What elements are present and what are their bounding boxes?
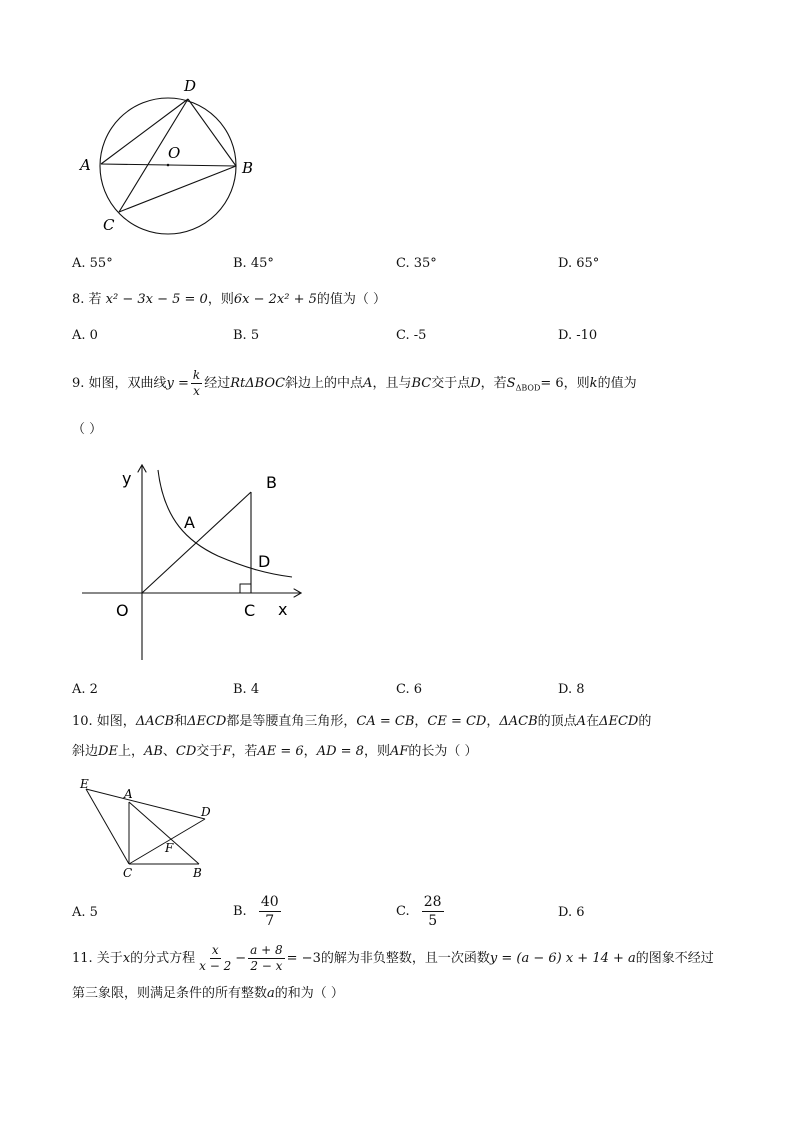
- q11-x: x: [122, 951, 131, 966]
- q10-text: 的顶点: [537, 714, 577, 729]
- q10-text: ，若: [231, 744, 258, 759]
- circle-figure: [70, 70, 270, 240]
- q10-option-c[interactable]: [396, 893, 446, 930]
- hyperbola-figure: [78, 460, 308, 665]
- frac-num: 28: [423, 894, 442, 910]
- q10-point-a: A: [576, 714, 587, 729]
- question-10-line1: [72, 712, 651, 732]
- q9-part2: 斜边上的中点: [285, 376, 364, 391]
- right-angle-mark: [240, 584, 251, 593]
- q10-option-b[interactable]: [233, 893, 283, 930]
- q10-f: F: [222, 744, 232, 759]
- chord-cb: [119, 166, 236, 212]
- q8-option-b[interactable]: B. 5: [233, 328, 260, 343]
- line-ob: [142, 492, 251, 593]
- q10-text: 斜边: [72, 744, 99, 759]
- q8-expression: 6x − 2x² + 5: [233, 292, 317, 307]
- seg-ed: [86, 789, 205, 819]
- q9-paren: （ ）: [72, 422, 103, 437]
- q10-eq1: CA = CB: [356, 714, 415, 729]
- q10-option-c-label: C.: [396, 904, 410, 919]
- question-11-line1: [72, 943, 714, 974]
- q9-option-d[interactable]: D. 8: [558, 682, 585, 697]
- q8-suffix: 的值为（ ）: [316, 292, 387, 307]
- q10-de: DE: [98, 744, 118, 759]
- q11-func: y = (a − 6) x + 14 + a: [489, 951, 636, 966]
- label-x: x: [278, 600, 288, 619]
- q9-part1: 经过: [204, 376, 231, 391]
- q10-text: 都是等腰直角三角形，: [226, 714, 357, 729]
- q8-equation: x² − 3x − 5 = 0: [105, 292, 208, 307]
- seg-ab: [129, 802, 199, 864]
- frac-den: 2 − x: [250, 959, 283, 973]
- label-b: B: [242, 159, 254, 177]
- q11-text: 11. 关于: [72, 951, 123, 966]
- q10-ab: AB: [143, 744, 163, 759]
- label-a: A: [124, 787, 133, 801]
- q10-text: 在: [586, 714, 600, 729]
- frac-den: 5: [428, 913, 438, 929]
- label-d: D: [184, 77, 197, 95]
- label-o: O: [168, 144, 181, 162]
- q9-kvar: k: [589, 376, 598, 391]
- q9-option-c[interactable]: C. 6: [396, 682, 423, 697]
- q9-triangle: RtΔBOC: [230, 376, 286, 391]
- label-c: C: [244, 601, 256, 620]
- q9-part5: ，若: [480, 376, 507, 391]
- q7-option-d[interactable]: D. 65°: [558, 256, 600, 271]
- q9-option-a[interactable]: A. 2: [72, 682, 98, 697]
- q10-text: 的: [638, 714, 652, 729]
- q9-area-val: = 6: [540, 376, 564, 391]
- label-d: D: [258, 552, 271, 571]
- q10-option-c-fraction: [422, 893, 444, 930]
- q10-option-b-fraction: [259, 893, 281, 930]
- q7-option-a[interactable]: A. 55°: [72, 256, 113, 271]
- q9-area-sub: ΔBOD: [515, 383, 541, 393]
- q9-frac-den: x: [193, 384, 200, 398]
- q10-text: ，: [486, 714, 500, 729]
- q8-option-d[interactable]: D. -10: [558, 328, 598, 343]
- q11-fraction-1: [197, 943, 233, 974]
- q10-text: 交于: [196, 744, 223, 759]
- q10-text: 10. 如图，: [72, 714, 136, 729]
- q10-text: ，: [303, 744, 317, 759]
- q9-part3: ，且与: [372, 376, 412, 391]
- q10-option-a[interactable]: A. 5: [72, 905, 98, 920]
- label-f: F: [165, 841, 174, 855]
- chord-db: [188, 99, 236, 166]
- q11-eq: = −3: [286, 951, 321, 966]
- q7-option-b[interactable]: B. 45°: [233, 256, 274, 271]
- frac-den: 7: [265, 913, 275, 929]
- seg-ec: [86, 789, 129, 864]
- question-11-line2: [72, 984, 344, 1004]
- label-b: B: [193, 866, 202, 880]
- q10-option-d[interactable]: D. 6: [558, 905, 585, 920]
- q10-tri4: ΔECD: [599, 714, 639, 729]
- q9-part6: ，则: [563, 376, 590, 391]
- label-e: E: [80, 777, 89, 791]
- q10-text: 上，: [117, 744, 144, 759]
- q9-part4: 交于点: [431, 376, 471, 391]
- q11-text: 的和为（ ）: [274, 986, 344, 1001]
- label-o: O: [116, 601, 129, 620]
- q11-text: 的分式方程: [130, 951, 196, 966]
- q11-text: 第三象限，则满足条件的所有整数: [72, 986, 268, 1001]
- center-dot: [167, 164, 170, 167]
- label-c: C: [123, 866, 133, 880]
- q9-option-b[interactable]: B. 4: [233, 682, 260, 697]
- q9-part7: 的值为: [597, 376, 637, 391]
- q9-y-eq: y =: [166, 376, 189, 391]
- q9-bc: BC: [411, 376, 432, 391]
- label-y: y: [122, 469, 132, 488]
- q9-frac-num: k: [192, 368, 201, 382]
- q11-a: a: [267, 986, 275, 1001]
- q10-ae: AE = 6: [257, 744, 304, 759]
- q8-option-c[interactable]: C. -5: [396, 328, 427, 343]
- q10-tri1: ΔACB: [135, 714, 175, 729]
- q10-eq2: CE = CD: [427, 714, 487, 729]
- frac-num: x: [211, 943, 219, 957]
- q9-point-a: A: [363, 376, 373, 391]
- q11-minus: −: [235, 951, 247, 966]
- label-c: C: [103, 216, 115, 234]
- q10-tri3: ΔACB: [499, 714, 538, 729]
- label-a: A: [80, 156, 91, 174]
- q10-text: ，: [414, 714, 428, 729]
- q11-fraction-2: [248, 943, 284, 974]
- question-9: [72, 368, 637, 399]
- q9-fraction: [191, 368, 202, 399]
- q10-ad: AD = 8: [316, 744, 364, 759]
- frac-den: x − 2: [199, 959, 232, 973]
- q8-prefix: 8. 若: [72, 292, 106, 307]
- q10-text: ，则: [363, 744, 390, 759]
- q9-point-d: D: [470, 376, 481, 391]
- q10-tri2: ΔECD: [187, 714, 227, 729]
- label-b: B: [266, 473, 277, 492]
- question-8: [72, 290, 386, 310]
- q11-text: 的解为非负整数，且一次函数: [320, 951, 490, 966]
- frac-num: 40: [260, 894, 279, 910]
- label-d: D: [201, 805, 211, 819]
- q10-option-b-label: B.: [233, 904, 247, 919]
- q10-text: 的长为（ ）: [408, 744, 478, 759]
- q10-af: AF: [389, 744, 409, 759]
- label-a: A: [184, 513, 195, 532]
- triangles-figure: [72, 772, 222, 882]
- q10-cd: CD: [175, 744, 197, 759]
- q8-middle: ，则: [207, 292, 234, 307]
- q8-option-a[interactable]: A. 0: [72, 328, 98, 343]
- q10-text: 和: [174, 714, 188, 729]
- q7-option-c[interactable]: C. 35°: [396, 256, 437, 271]
- question-10-line2: [72, 742, 478, 762]
- q9-prefix: 9. 如图，双曲线: [72, 376, 167, 391]
- q9-area-s: S: [506, 376, 516, 391]
- q10-text: 、: [162, 744, 176, 759]
- frac-num: a + 8: [250, 943, 283, 957]
- q11-text: 的图象不经过: [635, 951, 714, 966]
